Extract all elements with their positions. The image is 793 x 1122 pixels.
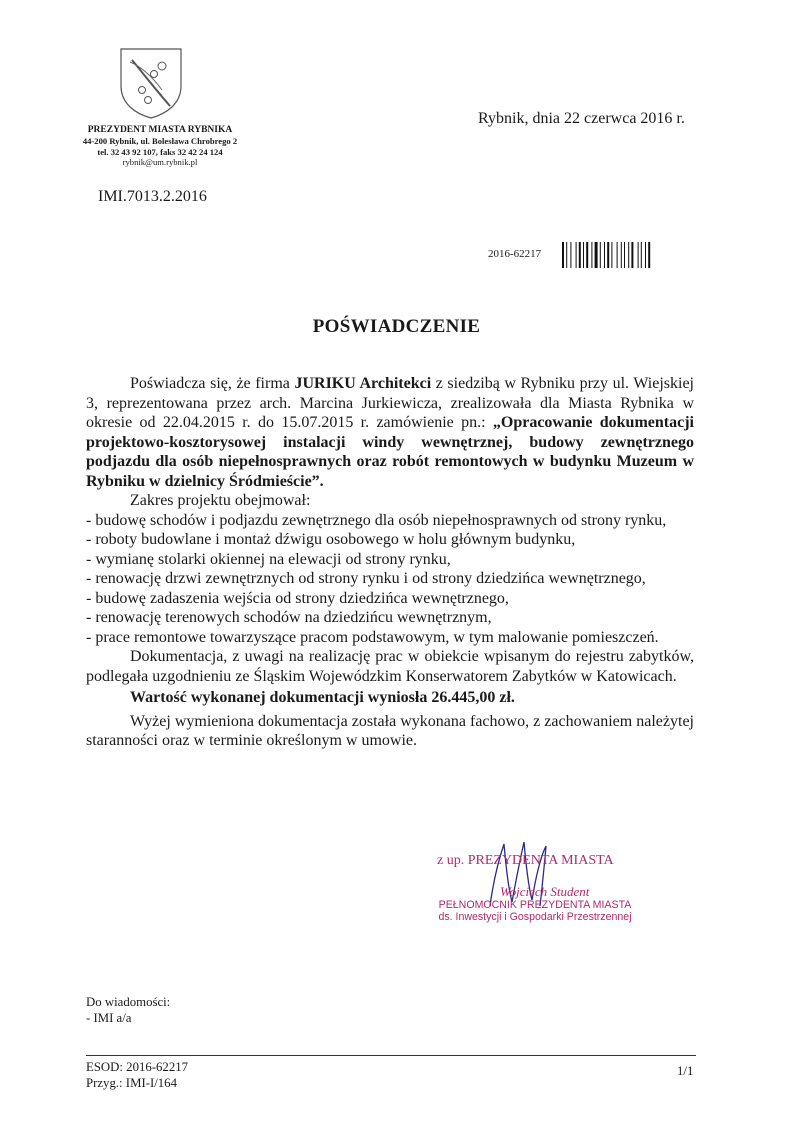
signer-name: Wojciech Student: [500, 884, 590, 899]
footer-esod: ESOD: 2016-62217: [86, 1060, 189, 1074]
signer-role-line-1: PEŁNOMOCNIK PREZYDENTA MIASTA: [438, 899, 632, 911]
barcode-icon: [562, 242, 677, 268]
signer-role-line-2: ds. Inwestycji i Gospodarki Przestrzennej: [438, 911, 632, 923]
scope-item: - budowę schodów i podjazdu zewnętrznego dla osób niepełnosprawnych od strony rynku,: [86, 511, 667, 529]
scope-item: - wymianę stolarki okiennej na elewacji od strony rynku,: [86, 550, 451, 568]
scope-item: - budowę zadaszenia wejścia od strony dziedzińca wewnętrznego,: [86, 589, 509, 607]
document-body: [86, 374, 694, 751]
scope-item: - renowację terenowych schodów na dziedzińcu wewnętrznym,: [86, 609, 492, 626]
issuer-address: 44-200 Rybnik, ul. Bolesława Chrobrego 2: [82, 135, 238, 146]
scope-list: [86, 511, 694, 648]
barcode-number: 2016-62217: [488, 248, 542, 260]
scope-item: - prace remontowe towarzyszące pracom podstawowym, w tym malowanie pomieszczeń.: [86, 628, 659, 646]
project-name: „Opracowanie dokumentacji projektowo-kosztorysowej instalacji windy wewnętrznej, budowy zewnętrznego podjazdu dla osób niepełnosprawnych oraz robót remontowych w budynku Muzeum w Rybniku w dzielnicy Śródmieście”.: [86, 414, 694, 490]
footer-divider: [86, 1055, 696, 1056]
recipient-item: - IMI a/a: [86, 1011, 132, 1025]
intro-paragraph: [86, 374, 694, 491]
recipients-label: Do wiadomości:: [86, 995, 171, 1009]
document-title: POŚWIADCZENIE: [312, 316, 481, 337]
footer-registry: Przyg.: IMI-I/164: [86, 1076, 177, 1090]
signer-role: [425, 899, 645, 923]
firm-name: JURIKU Architekci: [294, 375, 432, 392]
issuer-phone: tel. 32 43 92 107, faks 32 42 24 124: [97, 146, 223, 157]
footer-info: [86, 1059, 188, 1091]
scope-item: - renowację drzwi zewnętrznych od strony rynku i od strony dziedzińca wewnętrznego,: [86, 570, 646, 587]
issuer-email: rybnik@um.rybnik.pl: [122, 157, 198, 168]
intro-text-2: z siedzibą w Rybniku przy ul. Wiejskiej 3, reprezentowana przez arch. Marcina Jurkiewicza, zrealizowała dla Miasta Rybnika w okresie od 22.04.2015 r. do 15.07.2015 r. zamówienie pn.:: [86, 375, 695, 431]
scope-item: - roboty budowlane i montaż dźwigu osobowego w holu głównym budynku,: [86, 531, 576, 548]
closing-paragraph: Wyżej wymieniona dokumentacja została wykonana fachowo, z zachowaniem należytej staranności oraz w terminie określonym w umowie.: [86, 712, 694, 749]
documentation-note: Dokumentacja, z uwagi na realizację prac w obiekcie wpisanym do rejestru zabytków, podlegała uzgodnieniu ze Śląskim Wojewódzkim Konserwatorem Zabytków w Katowicach.: [86, 648, 694, 685]
coat-of-arms-icon: [118, 46, 184, 120]
place-date: Rybnik, dnia 22 czerwca 2016 r.: [478, 110, 685, 127]
page-count: 1/1: [677, 1064, 694, 1078]
signature-on-behalf: z up. PREZYDENTA MIASTA: [437, 853, 614, 868]
scope-label: Zakres projektu obejmował:: [130, 492, 311, 509]
issuer-name: PREZYDENT MIASTA RYBNIKA: [87, 125, 233, 135]
reference-number: IMI.7013.2.2016: [98, 188, 207, 205]
value-statement: Wartość wykonanej dokumentacji wyniosła 26.445,00 zł.: [130, 689, 515, 706]
intro-text-1: Poświadcza się, że firma: [130, 375, 295, 392]
issuer-block: [60, 125, 260, 168]
recipients-block: [86, 994, 170, 1026]
